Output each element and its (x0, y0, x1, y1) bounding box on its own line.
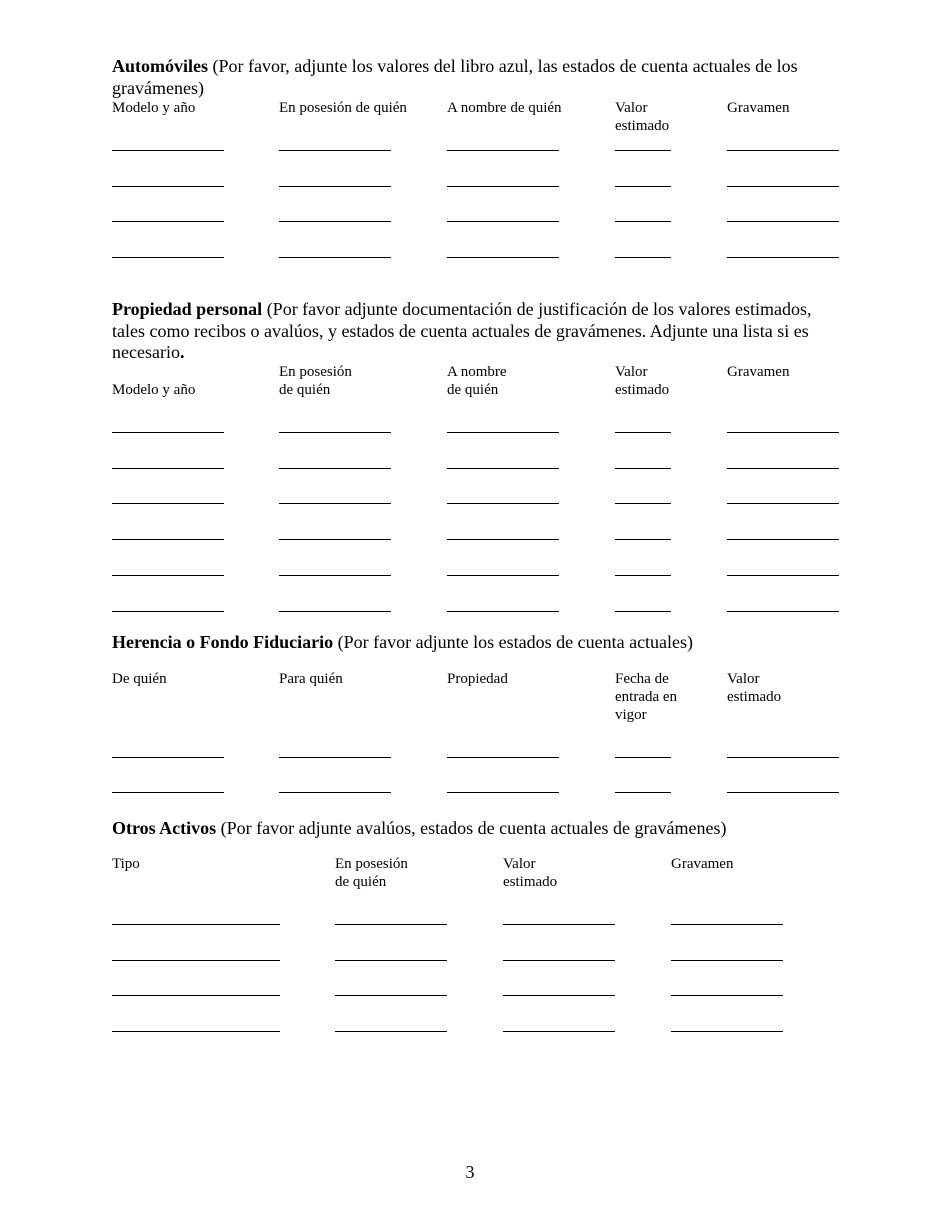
blank-line[interactable] (615, 575, 671, 576)
blank-line[interactable] (335, 960, 447, 961)
blank-line[interactable] (727, 503, 839, 504)
blank-line[interactable] (727, 792, 839, 793)
blank-line[interactable] (615, 539, 671, 540)
blank-line[interactable] (112, 1031, 280, 1032)
blank-line[interactable] (615, 468, 671, 469)
blank-line[interactable] (615, 757, 671, 758)
blank-line[interactable] (447, 468, 559, 469)
blank-line[interactable] (615, 186, 671, 187)
blank-line[interactable] (112, 221, 224, 222)
col-header-value: Valor estimado (615, 364, 670, 398)
blank-line[interactable] (503, 960, 615, 961)
blank-line[interactable] (112, 611, 224, 612)
blank-line[interactable] (503, 995, 615, 996)
blank-line[interactable] (447, 792, 559, 793)
section-title-other-assets: Otros Activos (Por favor adjunte avalúos, estados de cuenta actuales de gravámenes) (112, 818, 727, 838)
blank-line[interactable] (279, 792, 391, 793)
blank-line[interactable] (447, 186, 559, 187)
blank-line[interactable] (112, 924, 280, 925)
blank-line[interactable] (447, 575, 559, 576)
col-header-name: A nombre de quién (447, 100, 562, 116)
blank-line[interactable] (727, 611, 839, 612)
col-header-lien: Gravamen (727, 364, 790, 380)
blank-line[interactable] (279, 468, 391, 469)
blank-line[interactable] (447, 257, 559, 258)
blank-line[interactable] (112, 186, 224, 187)
blank-line[interactable] (615, 611, 671, 612)
blank-line[interactable] (727, 150, 839, 151)
blank-line[interactable] (112, 432, 224, 433)
blank-line[interactable] (279, 757, 391, 758)
section-title-inheritance: Herencia o Fondo Fiduciario (Por favor adjunte los estados de cuenta actuales) (112, 632, 694, 652)
col-header-property: Propiedad (447, 671, 508, 687)
blank-line[interactable] (447, 757, 559, 758)
blank-line[interactable] (671, 960, 783, 961)
blank-line[interactable] (447, 432, 559, 433)
blank-line[interactable] (447, 150, 559, 151)
blank-line[interactable] (279, 575, 391, 576)
blank-line[interactable] (447, 539, 559, 540)
blank-line[interactable] (112, 539, 224, 540)
blank-line[interactable] (335, 924, 447, 925)
blank-line[interactable] (503, 1031, 615, 1032)
blank-line[interactable] (279, 432, 391, 433)
blank-line[interactable] (447, 503, 559, 504)
col-header-for-whom: Para quién (279, 671, 343, 687)
col-header-possession: En posesión de quién (279, 364, 352, 398)
blank-line[interactable] (727, 221, 839, 222)
blank-line[interactable] (727, 539, 839, 540)
col-header-model-year: Modelo y año (112, 382, 196, 398)
blank-line[interactable] (112, 257, 224, 258)
blank-line[interactable] (727, 757, 839, 758)
blank-line[interactable] (503, 924, 615, 925)
blank-line[interactable] (615, 221, 671, 222)
blank-line[interactable] (335, 995, 447, 996)
page-number: 3 (465, 1162, 475, 1182)
blank-line[interactable] (112, 468, 224, 469)
blank-line[interactable] (112, 757, 224, 758)
blank-line[interactable] (447, 611, 559, 612)
blank-line[interactable] (671, 924, 783, 925)
col-header-model-year: Modelo y año (112, 100, 196, 116)
blank-line[interactable] (279, 539, 391, 540)
blank-line[interactable] (727, 468, 839, 469)
col-header-name: A nombre de quién (447, 364, 507, 398)
blank-line[interactable] (279, 221, 391, 222)
col-header-value: Valor estimado (615, 100, 670, 134)
blank-line[interactable] (671, 995, 783, 996)
blank-line[interactable] (615, 503, 671, 504)
section-title-personal-property: Propiedad personal (Por favor adjunte documentación de justificación de los valores estimados, tales como recibos o avalúos, y estados de cuenta actuales de gravámenes. Adjunte una lista si es necesario. (112, 299, 812, 362)
blank-line[interactable] (615, 150, 671, 151)
blank-line[interactable] (112, 575, 224, 576)
blank-line[interactable] (615, 792, 671, 793)
col-header-type: Tipo (112, 856, 140, 872)
col-header-value: Valor estimado (503, 856, 558, 890)
blank-line[interactable] (727, 186, 839, 187)
col-header-lien: Gravamen (727, 100, 790, 116)
blank-line[interactable] (279, 611, 391, 612)
section-title-automobiles: Automóviles (Por favor, adjunte los valores del libro azul, las estados de cuenta actuales de los gravámenes) (112, 56, 798, 98)
blank-line[interactable] (727, 432, 839, 433)
blank-line[interactable] (112, 503, 224, 504)
blank-line[interactable] (112, 150, 224, 151)
blank-line[interactable] (279, 150, 391, 151)
col-header-value: Valor estimado (727, 671, 782, 705)
col-header-possession: En posesión de quién (279, 100, 407, 116)
blank-line[interactable] (112, 960, 280, 961)
blank-line[interactable] (279, 186, 391, 187)
blank-line[interactable] (279, 503, 391, 504)
col-header-from-whom: De quién (112, 671, 167, 687)
blank-line[interactable] (727, 575, 839, 576)
blank-line[interactable] (727, 257, 839, 258)
col-header-possession: En posesión de quién (335, 856, 408, 890)
blank-line[interactable] (615, 257, 671, 258)
blank-line[interactable] (335, 1031, 447, 1032)
blank-line[interactable] (671, 1031, 783, 1032)
blank-line[interactable] (112, 792, 224, 793)
col-header-effective-date: Fecha de entrada en vigor (615, 671, 678, 723)
blank-line[interactable] (615, 432, 671, 433)
blank-line[interactable] (112, 995, 280, 996)
blank-line[interactable] (279, 257, 391, 258)
col-header-lien: Gravamen (671, 856, 734, 872)
blank-line[interactable] (447, 221, 559, 222)
